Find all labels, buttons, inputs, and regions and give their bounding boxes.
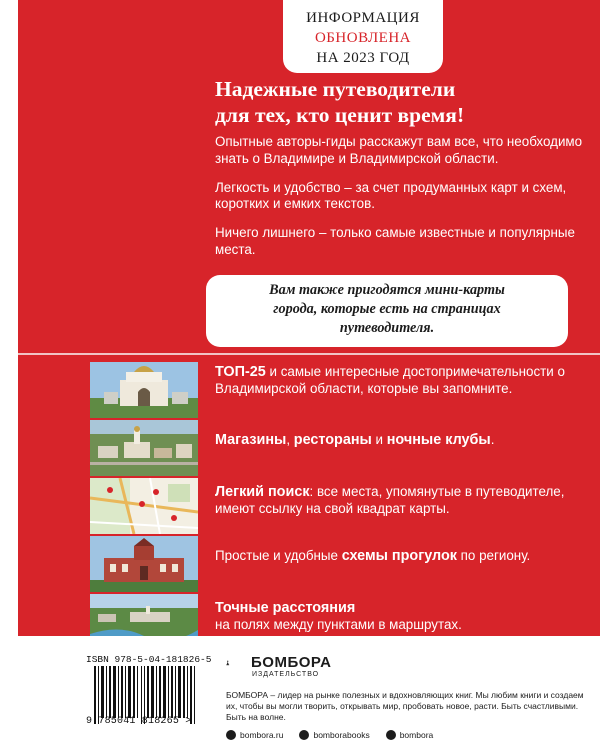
feature-top25 bbox=[215, 364, 585, 398]
social-telegram-label: bombora bbox=[399, 730, 434, 740]
publisher-socials bbox=[226, 730, 586, 740]
badge-line-2: ОБНОВЛЕНА bbox=[314, 30, 412, 46]
headline-line-1: Надежные путеводители bbox=[215, 77, 456, 101]
feature-shops-end: . bbox=[490, 432, 495, 447]
publisher-name: БОМБОРА bbox=[251, 654, 332, 671]
bombora-logo-icon bbox=[226, 646, 248, 680]
social-website[interactable] bbox=[226, 730, 283, 740]
badge-line-3: НА 2023 ГОД bbox=[316, 50, 410, 66]
feature-easy-search-text: : все места, упомянутые в путеводителе, имеют ссылку на свой квадрат карты. bbox=[215, 484, 565, 516]
note-line-3: путеводителя. bbox=[339, 320, 435, 336]
feature-shops-sep-2: и bbox=[371, 432, 387, 447]
intro-paragraph: Ничего лишнего – только самые известные и популярные места. bbox=[215, 225, 575, 257]
mini-maps-note bbox=[206, 275, 568, 347]
barcode-digits: 9 785041 818265 > bbox=[86, 716, 192, 727]
publisher-subtitle: ИЗДАТЕЛЬСТВО bbox=[252, 671, 320, 678]
telegram-icon bbox=[386, 730, 396, 740]
feature-top25-text: и самые интересные достопримечательности о Владимирской области, которые вы запомните. bbox=[215, 364, 565, 396]
feature-shops bbox=[215, 432, 585, 449]
social-books-label: bomborabooks bbox=[313, 730, 370, 740]
intro-paragraph: Легкость и удобство – за счет продуманных карт и схем, коротких и емких текстов. bbox=[215, 179, 567, 212]
feature-distances-text: на полях между пунктами в маршрутах. bbox=[215, 616, 462, 632]
intro-paragraph: Опытные авторы-гиды расскажут вам все, что необходимо знать о Владимире и Владимирской области. bbox=[215, 134, 583, 166]
feature-easy-search-bold: Легкий поиск bbox=[215, 484, 310, 500]
feature-walk-schemes-bold: схемы прогулок bbox=[341, 548, 457, 564]
vk-icon bbox=[299, 730, 309, 740]
map-photo bbox=[90, 478, 198, 534]
badge-line-1: ИНФОРМАЦИЯ bbox=[306, 10, 420, 26]
isbn-label: ISBN 978-5-04-181826-5 bbox=[86, 654, 212, 665]
headline bbox=[215, 76, 585, 128]
feature-distances-bold: Точные расстояния bbox=[215, 600, 356, 616]
red-building-photo bbox=[90, 536, 198, 592]
social-website-label: bombora.ru bbox=[240, 730, 284, 740]
feature-walk-schemes-pre: Простые и удобные bbox=[215, 548, 342, 563]
intro-paragraphs bbox=[215, 134, 585, 271]
city-aerial-photo bbox=[90, 420, 198, 476]
feature-walk-schemes-text: по региону. bbox=[456, 548, 531, 563]
left-white-strip bbox=[0, 0, 18, 750]
feature-shops-sep-1: , bbox=[286, 432, 294, 447]
golden-gate-photo bbox=[90, 362, 198, 418]
update-badge bbox=[283, 0, 443, 73]
headline-line-2: для тех, кто ценит время! bbox=[215, 103, 465, 127]
note-line-2: города, которые есть на страницах bbox=[273, 301, 501, 317]
social-telegram[interactable] bbox=[386, 730, 434, 740]
note-line-1: Вам также пригодятся мини-карты bbox=[269, 282, 505, 298]
feature-easy-search bbox=[215, 484, 585, 518]
feature-distances bbox=[215, 600, 585, 634]
social-books[interactable] bbox=[299, 730, 369, 740]
instagram-icon bbox=[226, 730, 236, 740]
feature-top25-bold: ТОП-25 bbox=[215, 364, 266, 380]
feature-shops-bold-1: Магазины bbox=[215, 432, 287, 448]
feature-shops-bold-3: ночные клубы bbox=[386, 432, 491, 448]
publisher-description: БОМБОРА – лидер на рынке полезных и вдохновляющих книг. Мы любим книги и создаем их, чтобы вы могли творить, открывать мир, пробовать новое, расти. Быть счастливыми. Быть на волне. bbox=[226, 690, 584, 722]
section-divider bbox=[18, 353, 600, 355]
feature-walk-schemes bbox=[215, 548, 585, 565]
feature-shops-bold-2: рестораны bbox=[293, 432, 372, 448]
